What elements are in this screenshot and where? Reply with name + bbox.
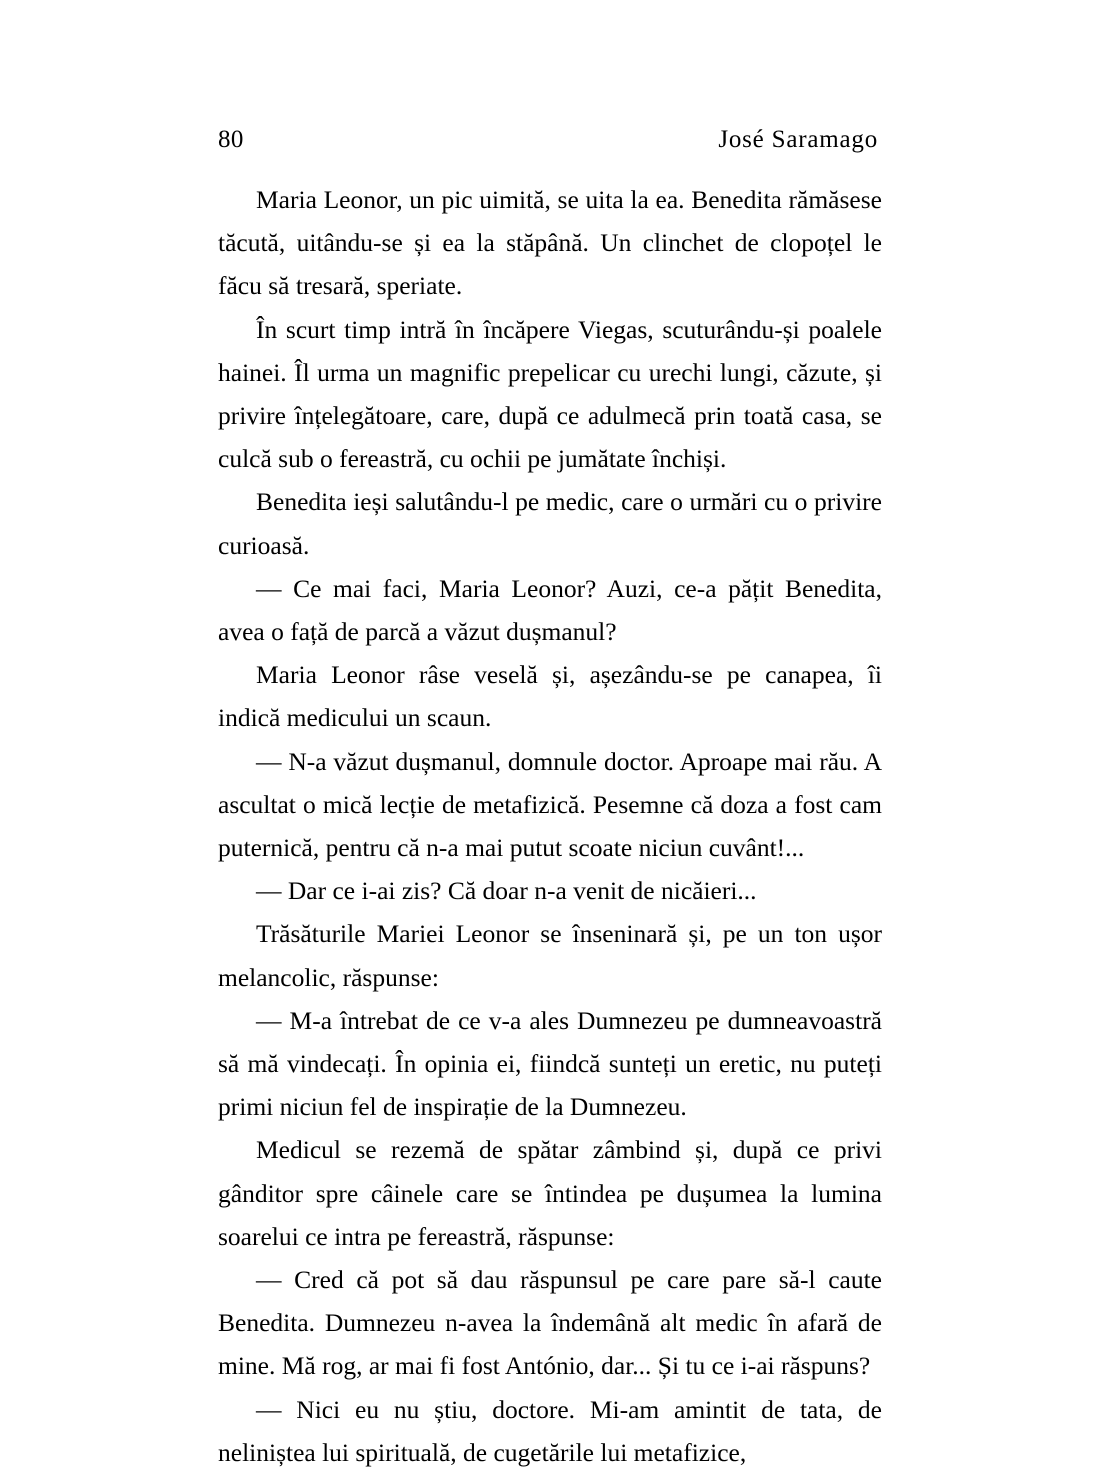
running-title: José Saramago (718, 126, 878, 153)
paragraph: — Nici eu nu știu, doctore. Mi-am amintit de tata, de neliniștea lui spirituală, de cugetările lui metafizice, (218, 1394, 882, 1467)
paragraph: — Ce mai faci, Maria Leonor? Auzi, ce-a pățit Benedita, avea o față de parcă a văzut dușmanul? (218, 573, 882, 647)
body-text (218, 178, 882, 1474)
paragraph: — Cred că pot să dau răspunsul pe care pare să-l caute Benedita. Dumnezeu n-avea la îndemână alt medic în afară de mine. Mă rog, ar mai fi fost António, dar... Și tu ce i-ai răspuns? (218, 1265, 882, 1381)
paragraph: — Dar ce i-ai zis? Că doar n-a venit de nicăieri... (256, 876, 757, 906)
page-header (218, 126, 882, 154)
paragraph: Benedita ieși salutându-l pe medic, care o urmări cu o privire curioasă. (218, 487, 882, 560)
paragraph: În scurt timp intră în încăpere Viegas, scuturându-și poalele hainei. Îl urma un magnific prepelicar cu urechi lungi, căzute, și privire înțelegătoare, care, după ce adulmecă prin toată casa, se culcă sub o fereastră, cu ochii pe jumătate închiși. (218, 314, 882, 474)
paragraph: Maria Leonor râse veselă și, așezându-se pe canapea, îi indică medicului un scaun. (218, 660, 882, 733)
paragraph: Medicul se rezemă de spătar zâmbind și, după ce privi gânditor spre câinele care se întindea pe dușumea la lumina soarelui ce intra pe fereastră, răspunse: (218, 1135, 882, 1251)
paragraph: Maria Leonor, un pic uimită, se uita la ea. Benedita rămăsese tăcută, uitându-se și ea la stăpână. Un clinchet de clopoțel le făcu să tresară, speriate. (218, 185, 882, 301)
page-number: 80 (218, 126, 244, 153)
paragraph: — N-a văzut dușmanul, domnule doctor. Aproape mai rău. A ascultat o mică lecție de metafizică. Pesemne că doza a fost cam puternică, pentru că n-a mai putut scoate niciun cuvânt!... (218, 746, 882, 863)
paragraph: — M-a întrebat de ce v-a ales Dumnezeu pe dumneavoastră să mă vindecați. În opinia ei, fiindcă sunteți un eretic, nu puteți primi niciun fel de inspirație de la Dumnezeu. (218, 1005, 882, 1122)
paragraph: Trăsăturile Mariei Leonor se înseninară și, pe un ton ușor melancolic, răspunse: (218, 919, 882, 992)
